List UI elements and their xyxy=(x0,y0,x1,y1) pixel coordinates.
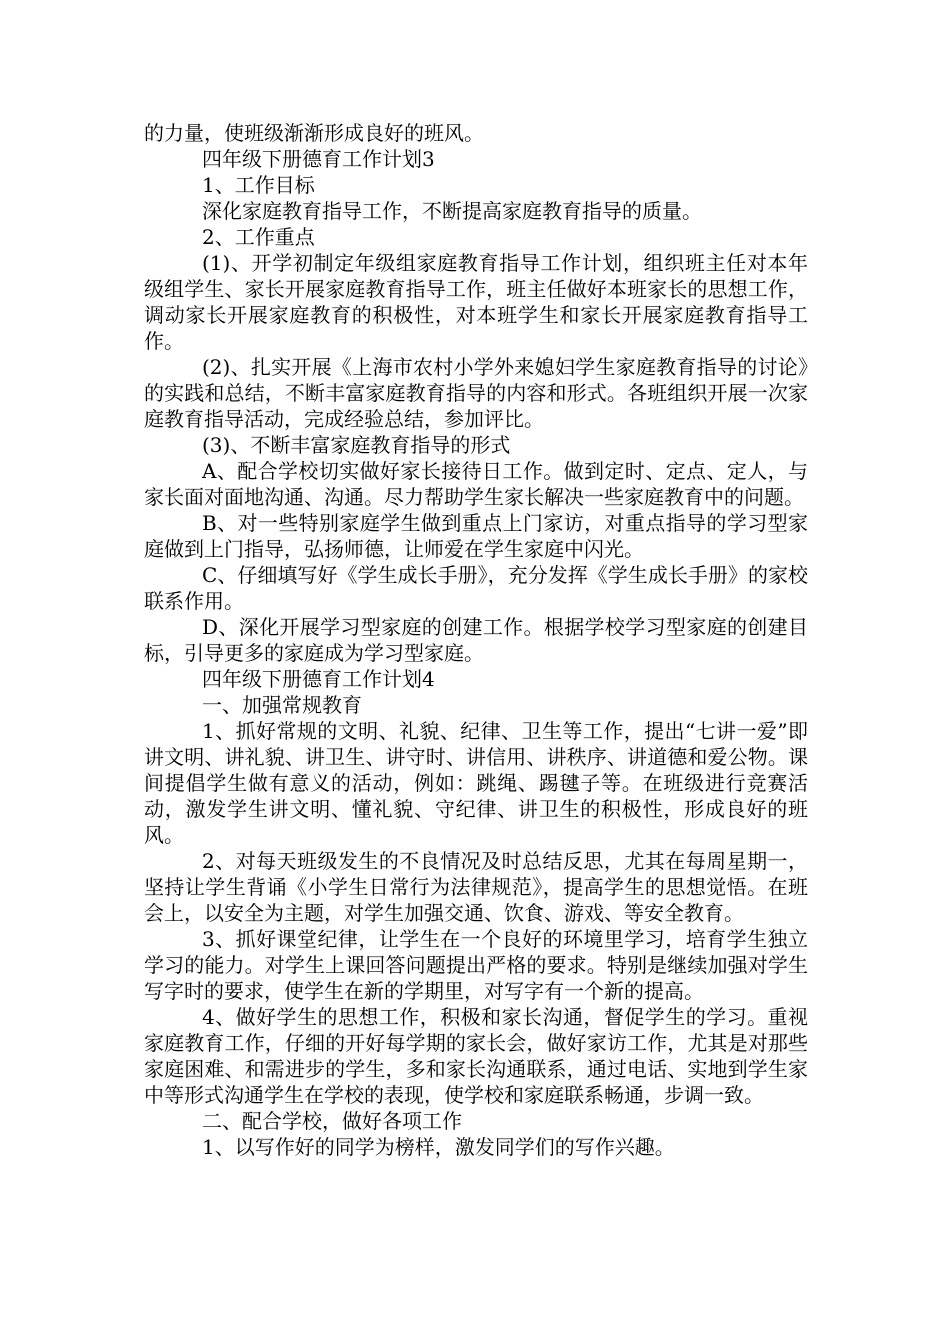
heading-work-focus: 2、工作重点 xyxy=(202,225,315,249)
paragraph-routine-4: 4、做好学生的思想工作，积极和家长沟通，督促学生的学习。重视家庭教育工作，仔细的开好每学期的家长会，做好家访工作，尤其是对那些家庭困难、和需进步的学生，多和家长沟通联系，通过电话、实地到学生家中等形式沟通学生在学校的表现，使学校和家庭联系畅通，步调一致。 xyxy=(144,1005,808,1107)
paragraph-continuation: 的力量，使班级渐渐形成良好的班风。 xyxy=(144,121,484,145)
paragraph-item-c: C、仔细填写好《学生成长手册》，充分发挥《学生成长手册》的家校联系作用。 xyxy=(144,563,808,613)
paragraph-focus-2: (2)、扎实开展《上海市农村小学外来媳妇学生家庭教育指导的讨论》的实践和总结，不断丰富家庭教育指导的内容和形式。各班组织开展一次家庭教育指导活动，完成经验总结，参加评比。 xyxy=(144,355,808,431)
paragraph-cooperate-1: 1、以写作好的同学为榜样，激发同学们的写作兴趣。 xyxy=(202,1135,675,1159)
paragraph-routine-2: 2、对每天班级发生的不良情况及时总结反思，尤其在每周星期一，坚持让学生背诵《小学生日常行为法律规范》，提高学生的思想觉悟。在班会上，以安全为主题，对学生加强交通、饮食、游戏、等安全教育。 xyxy=(144,849,808,925)
heading-cooperate-school: 二、配合学校，做好各项工作 xyxy=(202,1109,462,1133)
paragraph-routine-3: 3、抓好课堂纪律，让学生在一个良好的环境里学习，培育学生独立学习的能力。对学生上课回答问题提出严格的要求。特别是继续加强对学生写字时的要求，使学生在新的学期里，对写字有一个新的提高。 xyxy=(144,927,808,1003)
paragraph-item-d: D、深化开展学习型家庭的创建工作。根据学校学习型家庭的创建目标，引导更多的家庭成为学习型家庭。 xyxy=(144,615,808,665)
section-title-plan-3: 四年级下册德育工作计划3 xyxy=(202,147,435,171)
paragraph-routine-1: 1、抓好常规的文明、礼貌、纪律、卫生等工作，提出“七讲一爱”即讲文明、讲礼貌、讲卫生、讲守时、讲信用、讲秩序、讲道德和爱公物。课间提倡学生做有意义的活动，例如：跳绳、踢毽子等。在班级进行竞赛活动，激发学生讲文明、懂礼貌、守纪律、讲卫生的积极性，形成良好的班风。 xyxy=(144,719,808,847)
paragraph-goal: 深化家庭教育指导工作，不断提高家庭教育指导的质量。 xyxy=(202,199,702,223)
paragraph-item-b: B、对一些特别家庭学生做到重点上门家访，对重点指导的学习型家庭做到上门指导，弘扬师德，让师爱在学生家庭中闪光。 xyxy=(144,511,808,561)
heading-work-goal: 1、工作目标 xyxy=(202,173,315,197)
paragraph-item-a: A、配合学校切实做好家长接待日工作。做到定时、定点、定人，与家长面对面地沟通、沟通。尽力帮助学生家长解决一些家庭教育中的问题。 xyxy=(144,459,808,509)
section-title-plan-4: 四年级下册德育工作计划4 xyxy=(202,667,435,691)
heading-routine-education: 一、加强常规教育 xyxy=(202,693,362,717)
paragraph-focus-3: (3)、不断丰富家庭教育指导的形式 xyxy=(202,433,511,457)
paragraph-focus-1: (1)、开学初制定年级组家庭教育指导工作计划，组织班主任对本年级组学生、家长开展家庭教育指导工作，班主任做好本班家长的思想工作，调动家长开展家庭教育的积极性，对本班学生和家长开展家庭教育指导工作。 xyxy=(144,251,808,353)
document-page xyxy=(144,120,808,1160)
